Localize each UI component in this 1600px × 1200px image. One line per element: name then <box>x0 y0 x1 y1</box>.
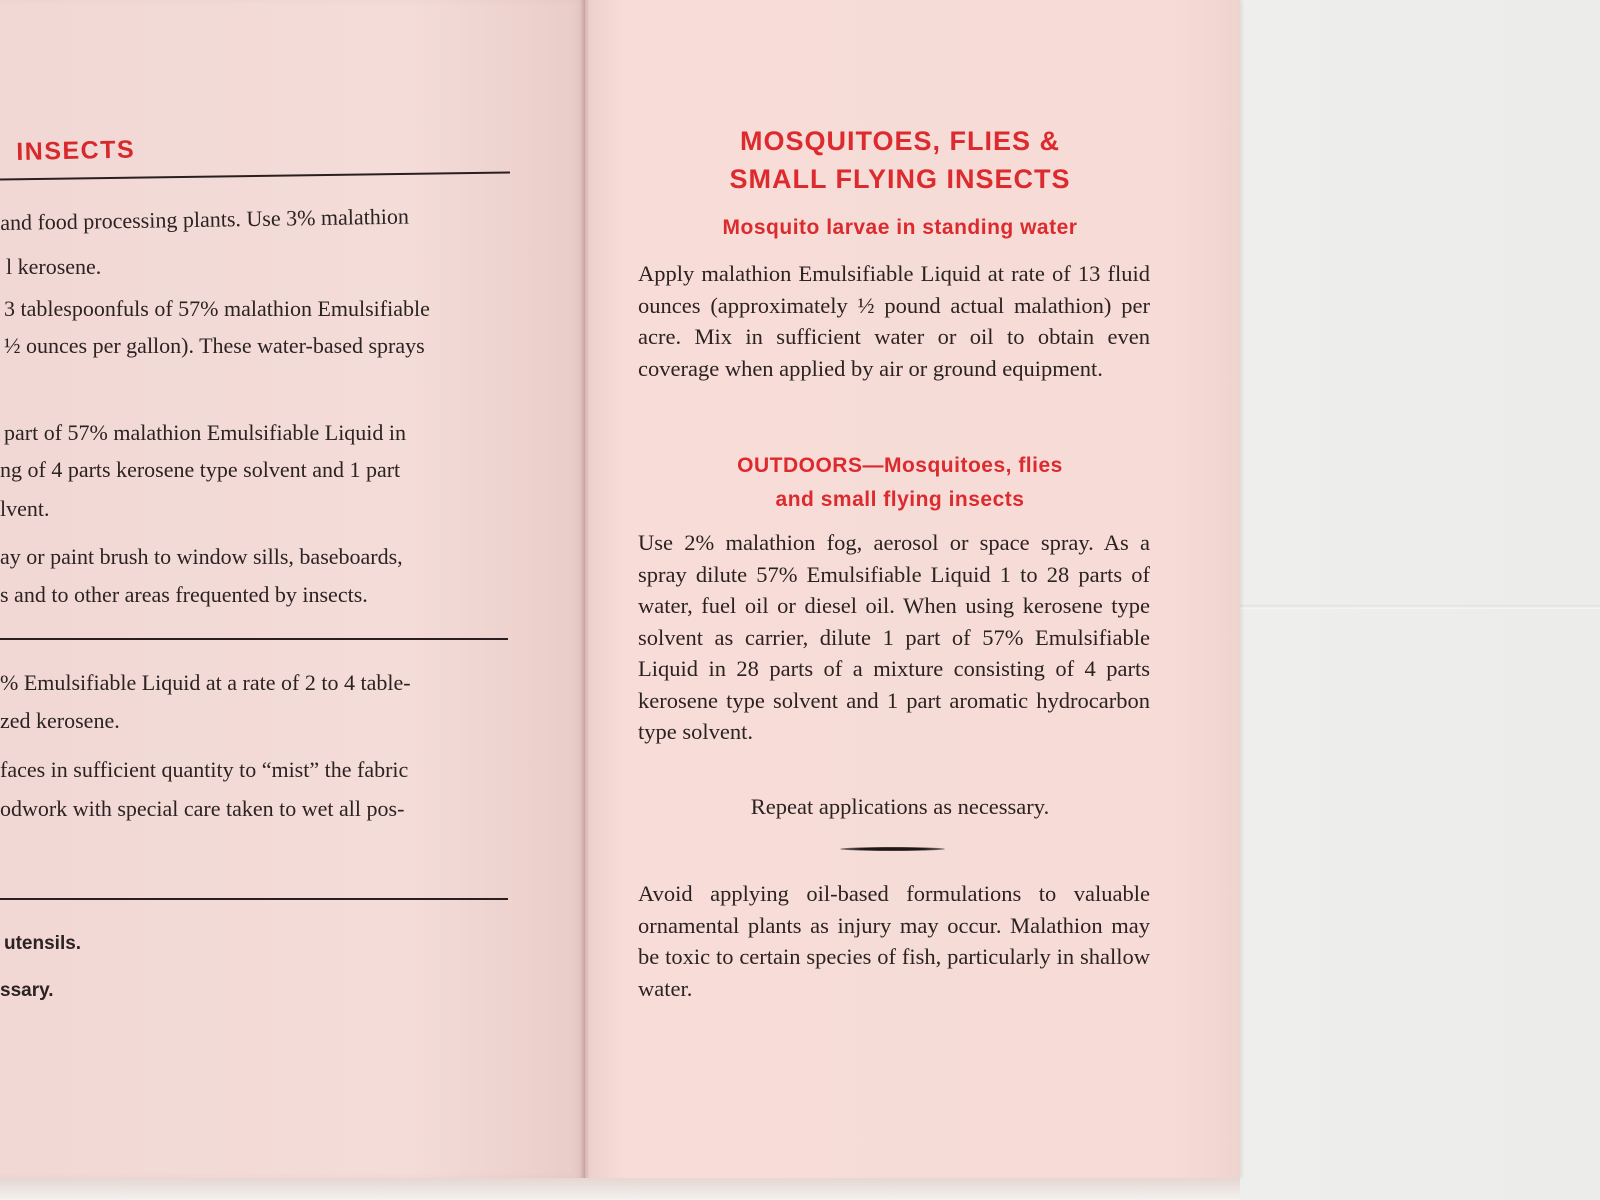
left-text-line: faces in sufficient quantity to “mist” the fabric <box>0 757 409 782</box>
page-title-line-1: MOSQUITOES, FLIES & <box>739 126 1061 156</box>
paragraph-outdoors: Use 2% malathion fog, aerosol or space spray. As a spray dilute 57% Emulsifiable Liquid 1 to 28 parts of water, fuel oil or diesel oil. When using kerosene type solvent as carrier, dilute 1 part of 57% Emulsifiable Liquid in 28 parts of a mixture consisting of 4 parts kerosene type solvent and 1 part aromatic hydrocarbon type solvent. <box>638 530 1150 744</box>
pages-bottom-edge <box>0 1178 1240 1200</box>
section-rule <box>0 638 508 640</box>
left-text-line: zed kerosene. <box>0 708 120 733</box>
subheading-outdoors-line-1: OUTDOORS—Mosquitoes, flies <box>737 454 1063 477</box>
subheading-outdoors-line-2: and small flying insects <box>775 488 1025 511</box>
left-text-line: 3 tablespoonfuls of 57% malathion Emulsifiable <box>4 296 430 321</box>
left-text-line: ng of 4 parts kerosene type solvent and 1 part <box>0 457 401 482</box>
background-fold-line <box>1240 605 1600 609</box>
left-text-line: and food processing plants. Use 3% malathion <box>0 203 410 235</box>
repeat-note: Repeat applications as necessary. <box>750 794 1050 819</box>
subheading-larvae: Mosquito larvae in standing water <box>722 216 1078 239</box>
paragraph-larvae: Apply malathion Emulsifiable Liquid at rate of 13 fluid ounces (approximately ½ pound actual malathion) per acre. Mix in sufficient water or oil to obtain even coverage when applied by air or ground equipment. <box>638 261 1150 381</box>
page-title-line-2: SMALL FLYING INSECTS <box>729 164 1071 194</box>
left-text-line: lvent. <box>0 496 50 521</box>
left-text-line: odwork with special care taken to wet all pos- <box>0 796 405 821</box>
left-text-line: ay or paint brush to window sills, baseboards, <box>0 544 403 569</box>
paragraph-caution: Avoid applying oil-based formulations to valuable ornamental plants as injury may occur. Malathion may be toxic to certain species of fish, particularly in shallow water. <box>638 881 1150 1001</box>
left-text-line: ½ ounces per gallon). These water-based sprays <box>4 333 425 358</box>
page-gutter <box>580 0 590 1178</box>
left-text-line: s and to other areas frequented by insects. <box>0 582 368 607</box>
ornamental-divider <box>840 847 945 851</box>
left-section-heading: INSECTS <box>16 135 136 166</box>
left-bold-line: utensils. <box>4 933 82 954</box>
section-rule <box>0 898 508 900</box>
left-text-line: part of 57% malathion Emulsifiable Liquid in <box>4 420 407 445</box>
left-text-line: l kerosene. <box>6 254 102 279</box>
left-text-line: % Emulsifiable Liquid at a rate of 2 to 4 table- <box>0 670 411 695</box>
page-title <box>640 122 1160 198</box>
subheading-outdoors <box>640 449 1160 517</box>
left-bold-line: ssary. <box>0 980 54 1001</box>
